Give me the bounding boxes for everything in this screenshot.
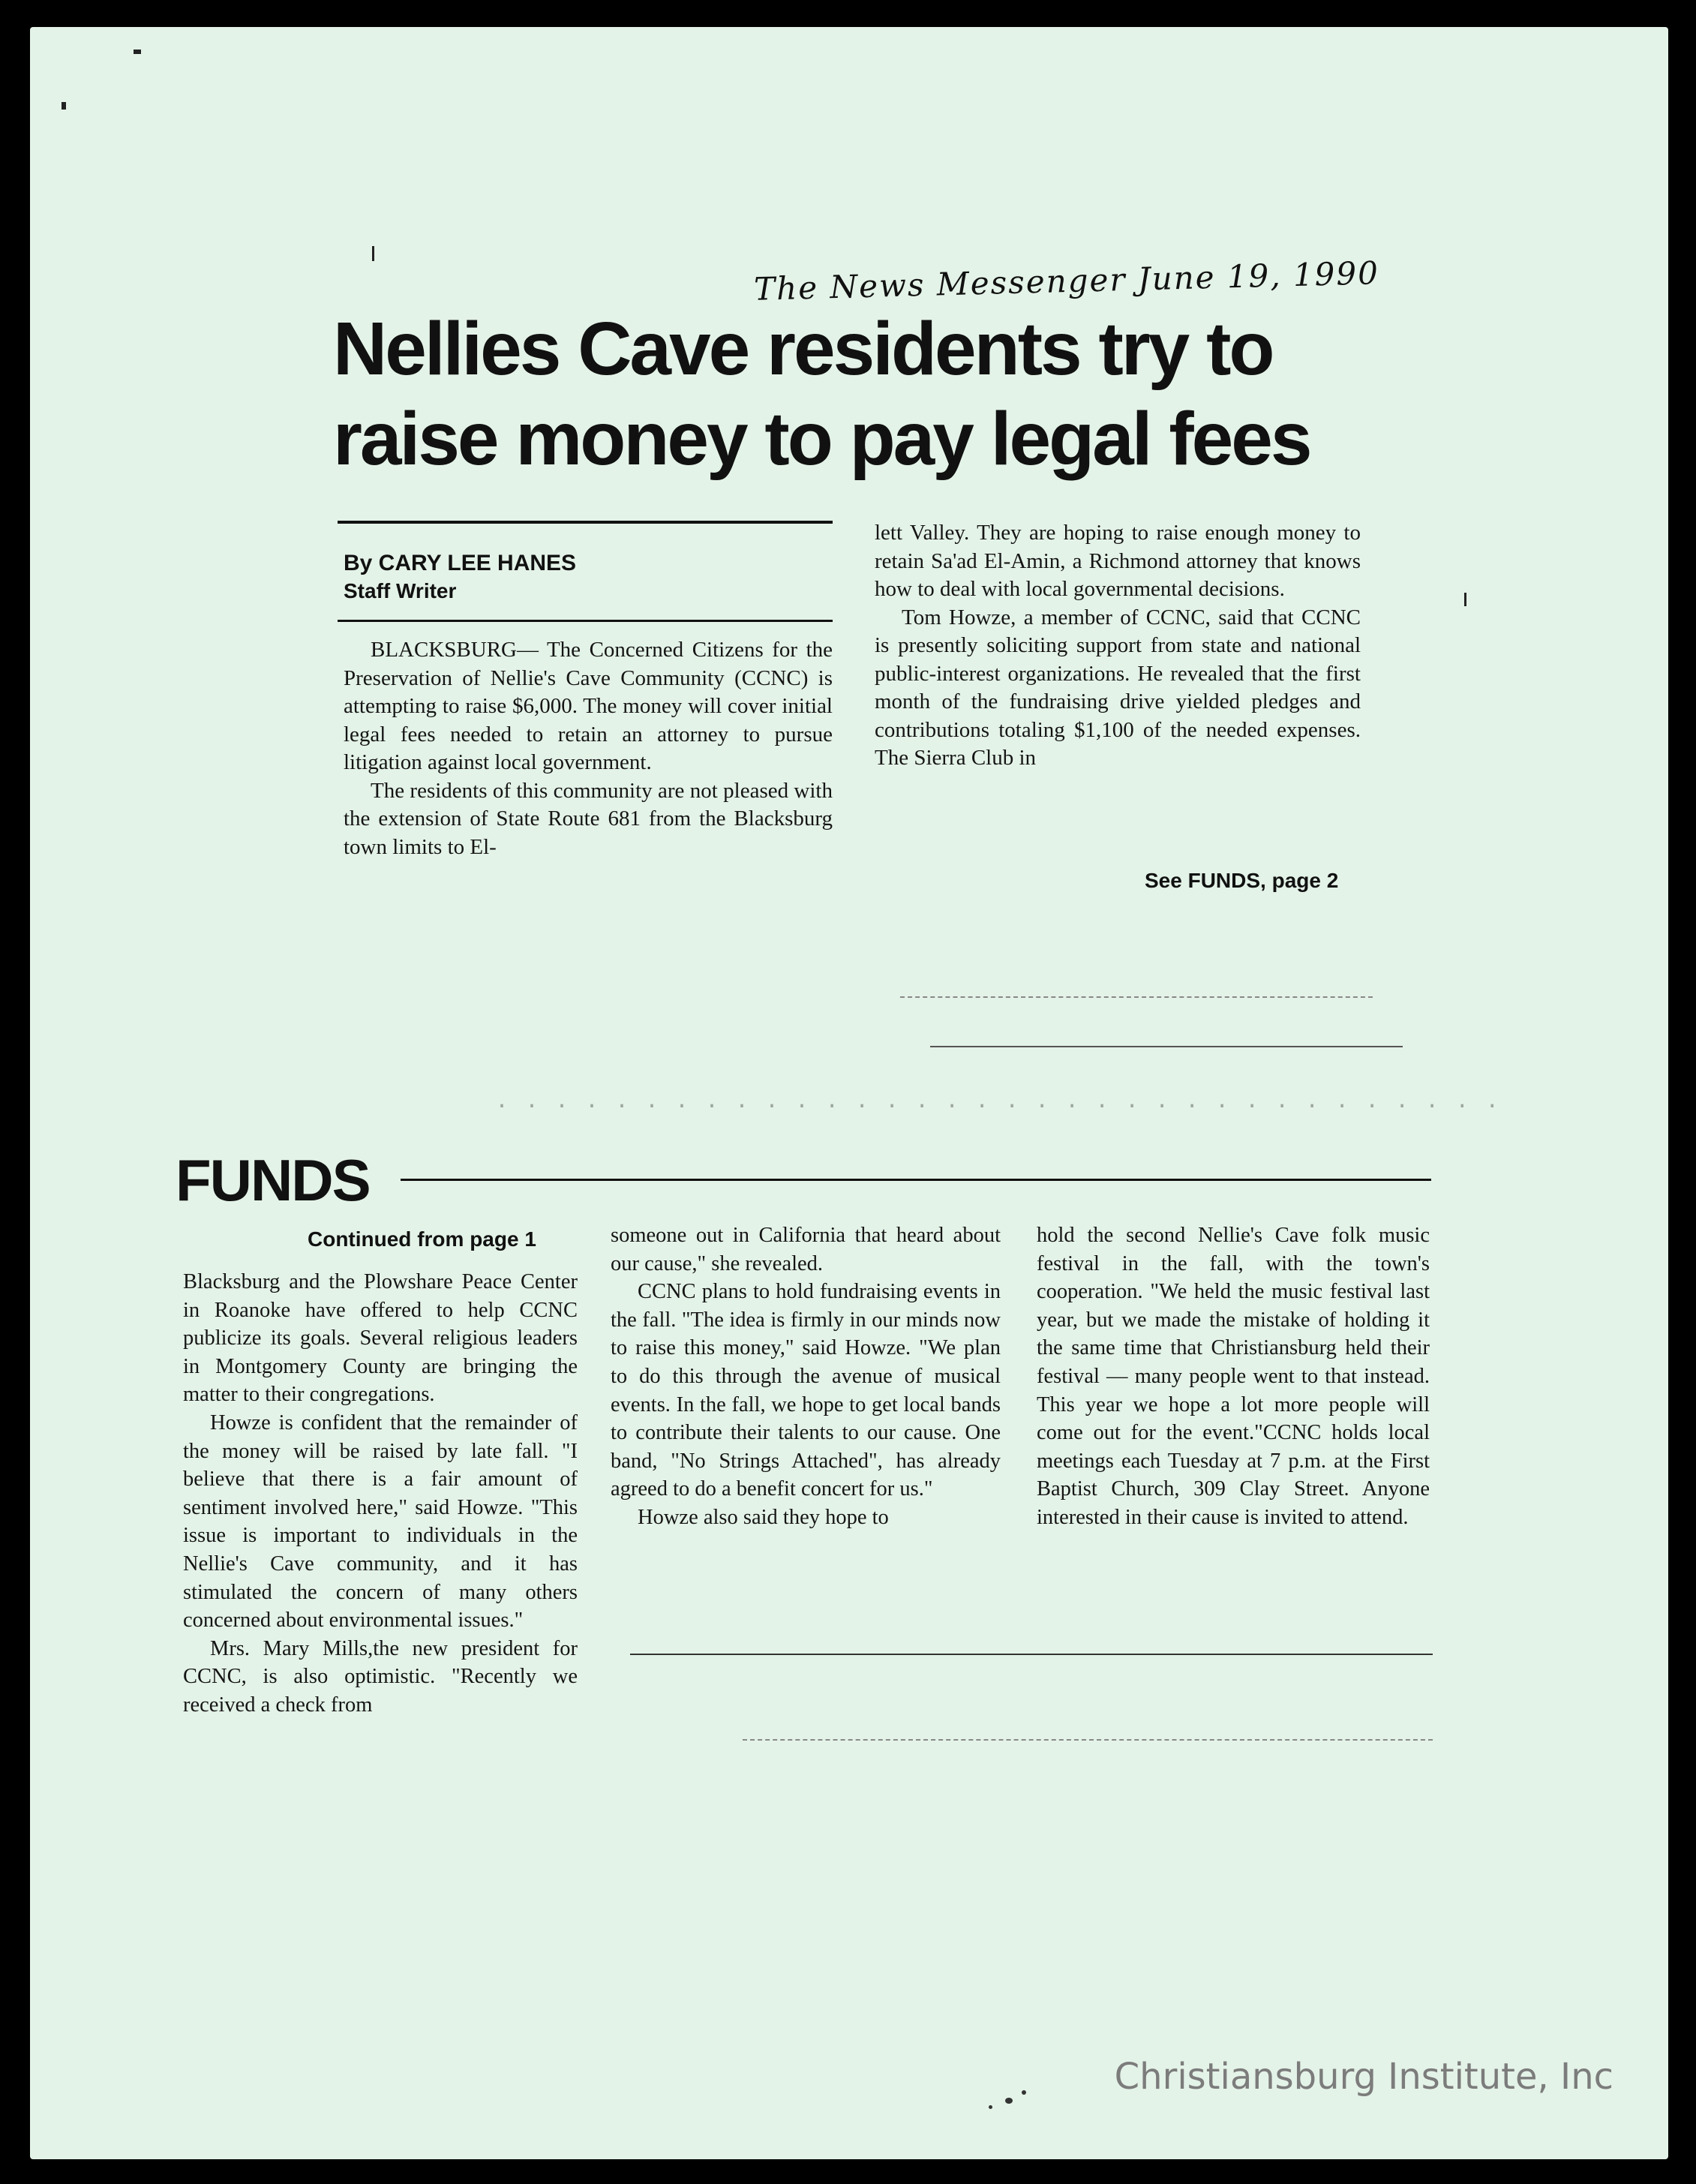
edge-mark <box>372 246 374 261</box>
article-column-2 <box>875 519 1361 773</box>
edge-mark <box>1464 593 1466 606</box>
continued-from-line: Continued from page 1 <box>308 1227 536 1251</box>
headline: Nellies Cave residents try to raise money to pay legal fees <box>333 307 1310 481</box>
article-paragraph: lett Valley. They are hoping to raise enough money to retain Sa'ad El-Amin, a Richmond attorney that knows how to deal with local governmental decisions. <box>875 521 1361 601</box>
continuation-column-2 <box>611 1221 1001 1532</box>
scan-speck <box>989 2105 992 2109</box>
corner-mark <box>134 50 141 54</box>
bottom-dash <box>743 1739 1433 1741</box>
article-paragraph: someone out in California that heard about our cause," she revealed. <box>611 1224 1001 1275</box>
handwritten-source-note: The News Messenger June 19, 1990 <box>753 254 1380 308</box>
continuation-column-3 <box>1037 1221 1430 1532</box>
scan-speck <box>1022 2090 1026 2095</box>
article-paragraph: Howze is confident that the remainder of the money will be raised by late fall. "I believe that there is a fair amount of sentiment involved here," said Howze. "This issue is important to individuals in the Nellie's Cave community, and it has stimulated the concern of many others concerned about environmental issues." <box>183 1410 578 1633</box>
jump-line: See FUNDS, page 2 <box>1145 869 1339 892</box>
separator-dash <box>900 996 1373 998</box>
article-paragraph: BLACKSBURG— The Concerned Citizens for the Preservation of Nellie's Cave Community (CCNC) is attempting to raise $6,000. The money will cover initial legal fees needed to retain an attorney to pursue litigation against local government. <box>344 638 833 774</box>
separator-line <box>930 1046 1403 1047</box>
article-paragraph: Tom Howze, a member of CCNC, said that CCNC is presently soliciting support from state and national public-interest organizations. He revealed that the first month of the fundraising drive yielded pledges and contributions totaling $1,100 of the needed expenses. The Sierra Club in <box>875 605 1361 770</box>
continuation-column-1 <box>183 1268 578 1720</box>
watermark: Christiansburg Institute, Inc <box>1114 2056 1613 2098</box>
bottom-rule <box>630 1654 1433 1655</box>
bleed-through-text: · · · · · · · · · · · · · · · · · · · · · · · · · · · · · · · · · · <box>495 1094 1501 1119</box>
article-paragraph: The residents of this community are not pleased with the extension of State Route 681 from the Blacksburg town limits to El- <box>344 778 833 859</box>
corner-mark <box>62 102 66 110</box>
scan-speck <box>1005 2098 1013 2104</box>
byline-top-rule <box>338 521 833 524</box>
byline: By CARY LEE HANES <box>344 551 577 575</box>
continuation-title: FUNDS <box>176 1147 370 1213</box>
article-paragraph: Blacksburg and the Plowshare Peace Center in Roanoke have offered to help CCNC publicize its goals. Several religious leaders in Montgomery County are bringing the matter to their congregations. <box>183 1270 578 1407</box>
article-paragraph: CCNC plans to hold fundraising events in the fall. "The idea is firmly in our minds now to raise this money," said Howze. "We plan to do this through the avenue of musical events. In the fall, we hope to get local bands to contribute their talents to our cause. One band, "No Strings Attached", has already agreed to do a benefit concert for us." <box>611 1280 1001 1501</box>
byline-title: Staff Writer <box>344 579 457 602</box>
article-column-1 <box>344 636 833 861</box>
byline-bottom-rule <box>338 620 833 622</box>
article-paragraph: Mrs. Mary Mills,the new president for CCNC, is also optimistic. "Recently we received a check from <box>183 1636 578 1717</box>
article-paragraph: hold the second Nellie's Cave folk music festival in the fall, with the town's cooperation. "We held the music festival last year, but we made the mistake of holding it the same time that Christiansburg held their festival — many people went to that instead. This year we hope a lot more people will come out for the event."CCNC holds local meetings each Tuesday at 7 p.m. at the First Baptist Church, 309 Clay Street. Anyone interested in their cause is invited to attend. <box>1037 1224 1430 1529</box>
article-paragraph: Howze also said they hope to <box>638 1505 889 1529</box>
continuation-title-rule <box>401 1179 1431 1181</box>
